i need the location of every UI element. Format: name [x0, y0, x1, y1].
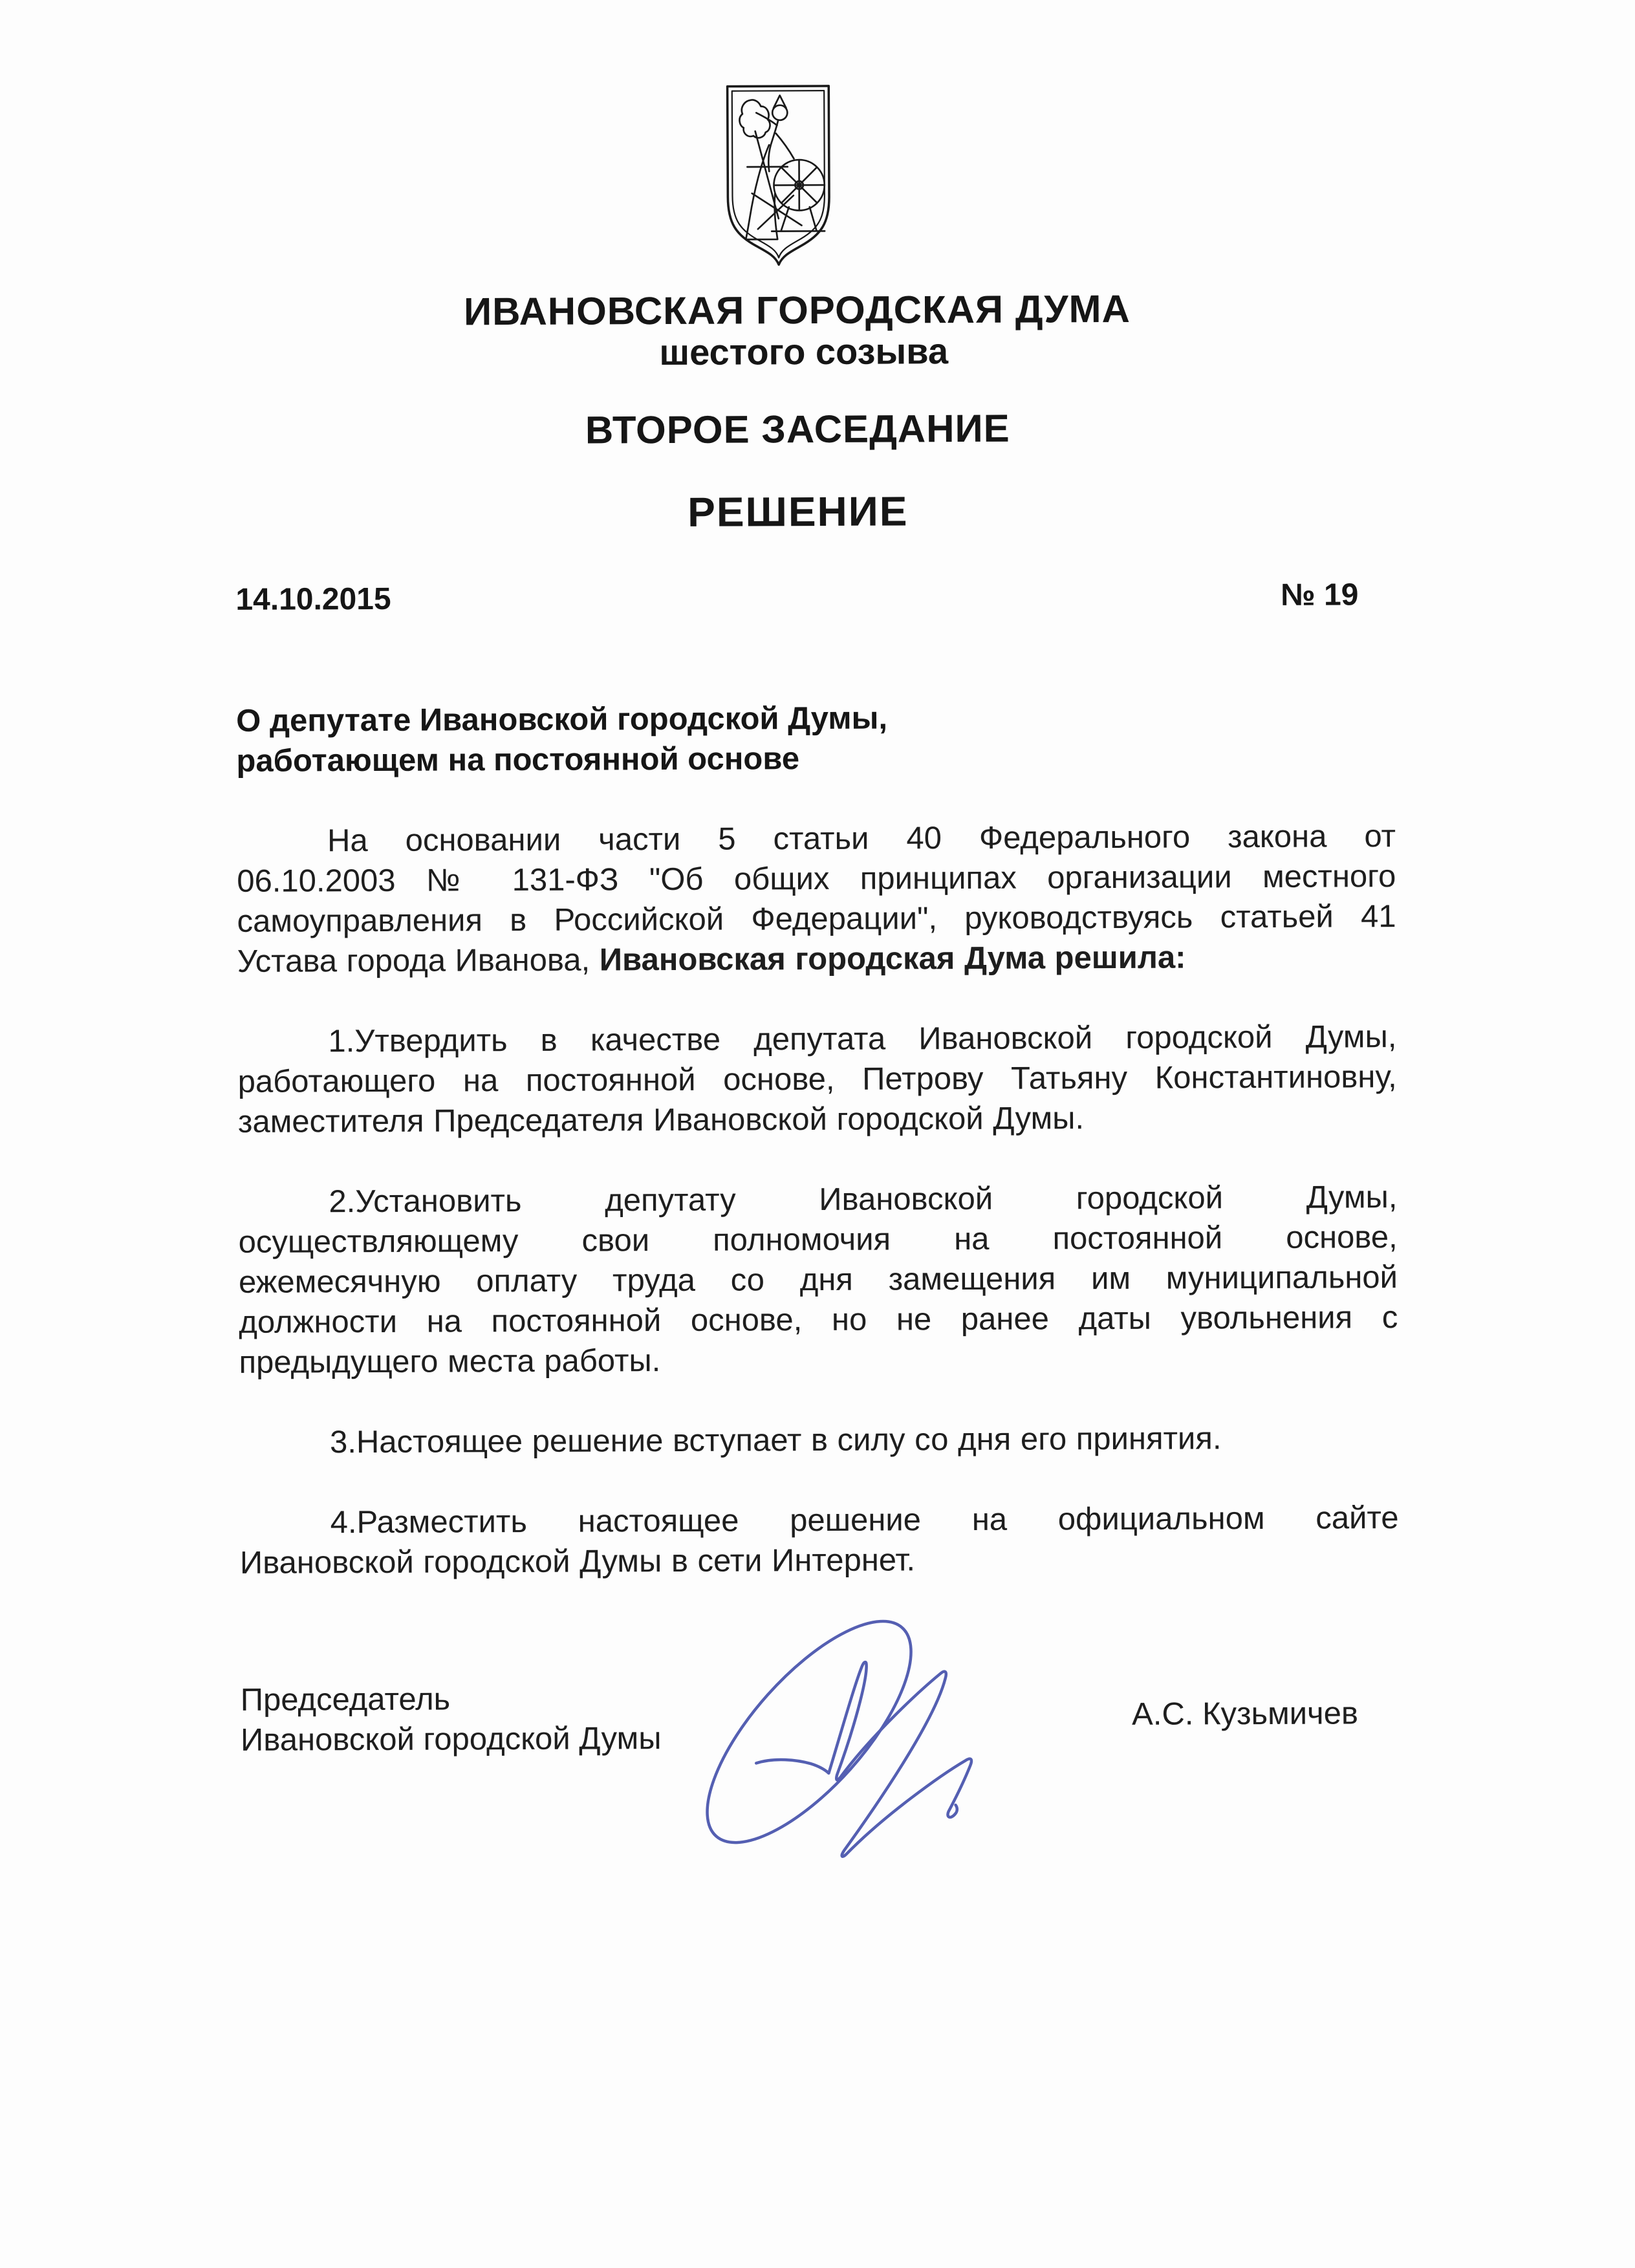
item-line: осуществляющему свои полномочия на постоянной основе, — [238, 1220, 1398, 1260]
preamble-line: На основании части 5 статьи 40 Федерального закона от — [327, 819, 1396, 859]
item-line: 4.Разместить настоящее решение на официальном сайте — [330, 1500, 1399, 1540]
preamble-paragraph — [237, 816, 1396, 982]
handwritten-signature-ink — [628, 1599, 991, 1963]
signer-position-line-1: Председатель — [240, 1681, 451, 1718]
preamble-line: 06.10.2003 № 131-ФЗ "Об общих принципах организации местного — [237, 859, 1396, 899]
item-line: 2.Установить депутату Ивановской городской Думы, — [329, 1180, 1398, 1220]
signature-block — [241, 1675, 1401, 2042]
subject-line-1: О депутате Ивановской городской Думы, — [236, 700, 888, 739]
resolution-item-1 — [237, 1017, 1397, 1142]
item-line: заместителя Председателя Ивановской городской Думы. — [237, 1101, 1085, 1139]
subject-line-2: работающем на постоянной основе — [236, 741, 800, 779]
resolution-item-3 — [239, 1418, 1398, 1463]
item-line: должности на постоянной основе, но не ранее даты увольнения с — [239, 1300, 1398, 1340]
preamble-line: самоуправления в Российской Федерации", руководствуясь статьей 41 — [237, 899, 1396, 939]
preamble-resolution-bold: Ивановская городская Дума решила: — [599, 940, 1186, 978]
doc-type-title: РЕШЕНИЕ — [688, 488, 909, 535]
item-line: 1.Утвердить в качестве депутата Ивановской городской Думы, — [328, 1019, 1397, 1059]
subject-block — [236, 696, 1396, 781]
preamble-tail-regular: Устава города Иванова, — [237, 942, 600, 979]
convocation-line: шестого созыва — [659, 330, 949, 373]
resolution-item-4 — [239, 1498, 1399, 1583]
item-line: 3.Настоящее решение вступает в силу со дня его принятия. — [329, 1421, 1222, 1460]
doc-date: 14.10.2015 — [235, 581, 391, 617]
signer-position-line-2: Ивановской городской Думы — [240, 1721, 662, 1758]
resolution-item-2 — [238, 1177, 1398, 1383]
signer-name: А.С. Кузьмичев — [1131, 1696, 1359, 1732]
date-number-row — [235, 577, 1394, 618]
preamble-line — [237, 936, 1396, 982]
coat-of-arms — [720, 80, 836, 271]
doc-number: № 19 — [1281, 578, 1359, 612]
org-name: ИВАНОВСКАЯ ГОРОДСКАЯ ДУМА — [463, 286, 1131, 334]
spinner-figure — [739, 95, 825, 239]
document-content — [233, 0, 1401, 2042]
item-line: ежемесячную оплату труда со дня замещения им муниципальной — [238, 1260, 1398, 1300]
item-line: Ивановской городской Думы в сети Интернет. — [239, 1542, 916, 1581]
session-title: ВТОРОЕ ЗАСЕДАНИЕ — [585, 406, 1010, 452]
ivanovo-coat-of-arms-icon — [720, 80, 836, 271]
item-line: предыдущего места работы. — [239, 1343, 661, 1380]
item-line: работающего на постоянной основе, Петрову Татьяну Константиновну, — [237, 1059, 1397, 1099]
